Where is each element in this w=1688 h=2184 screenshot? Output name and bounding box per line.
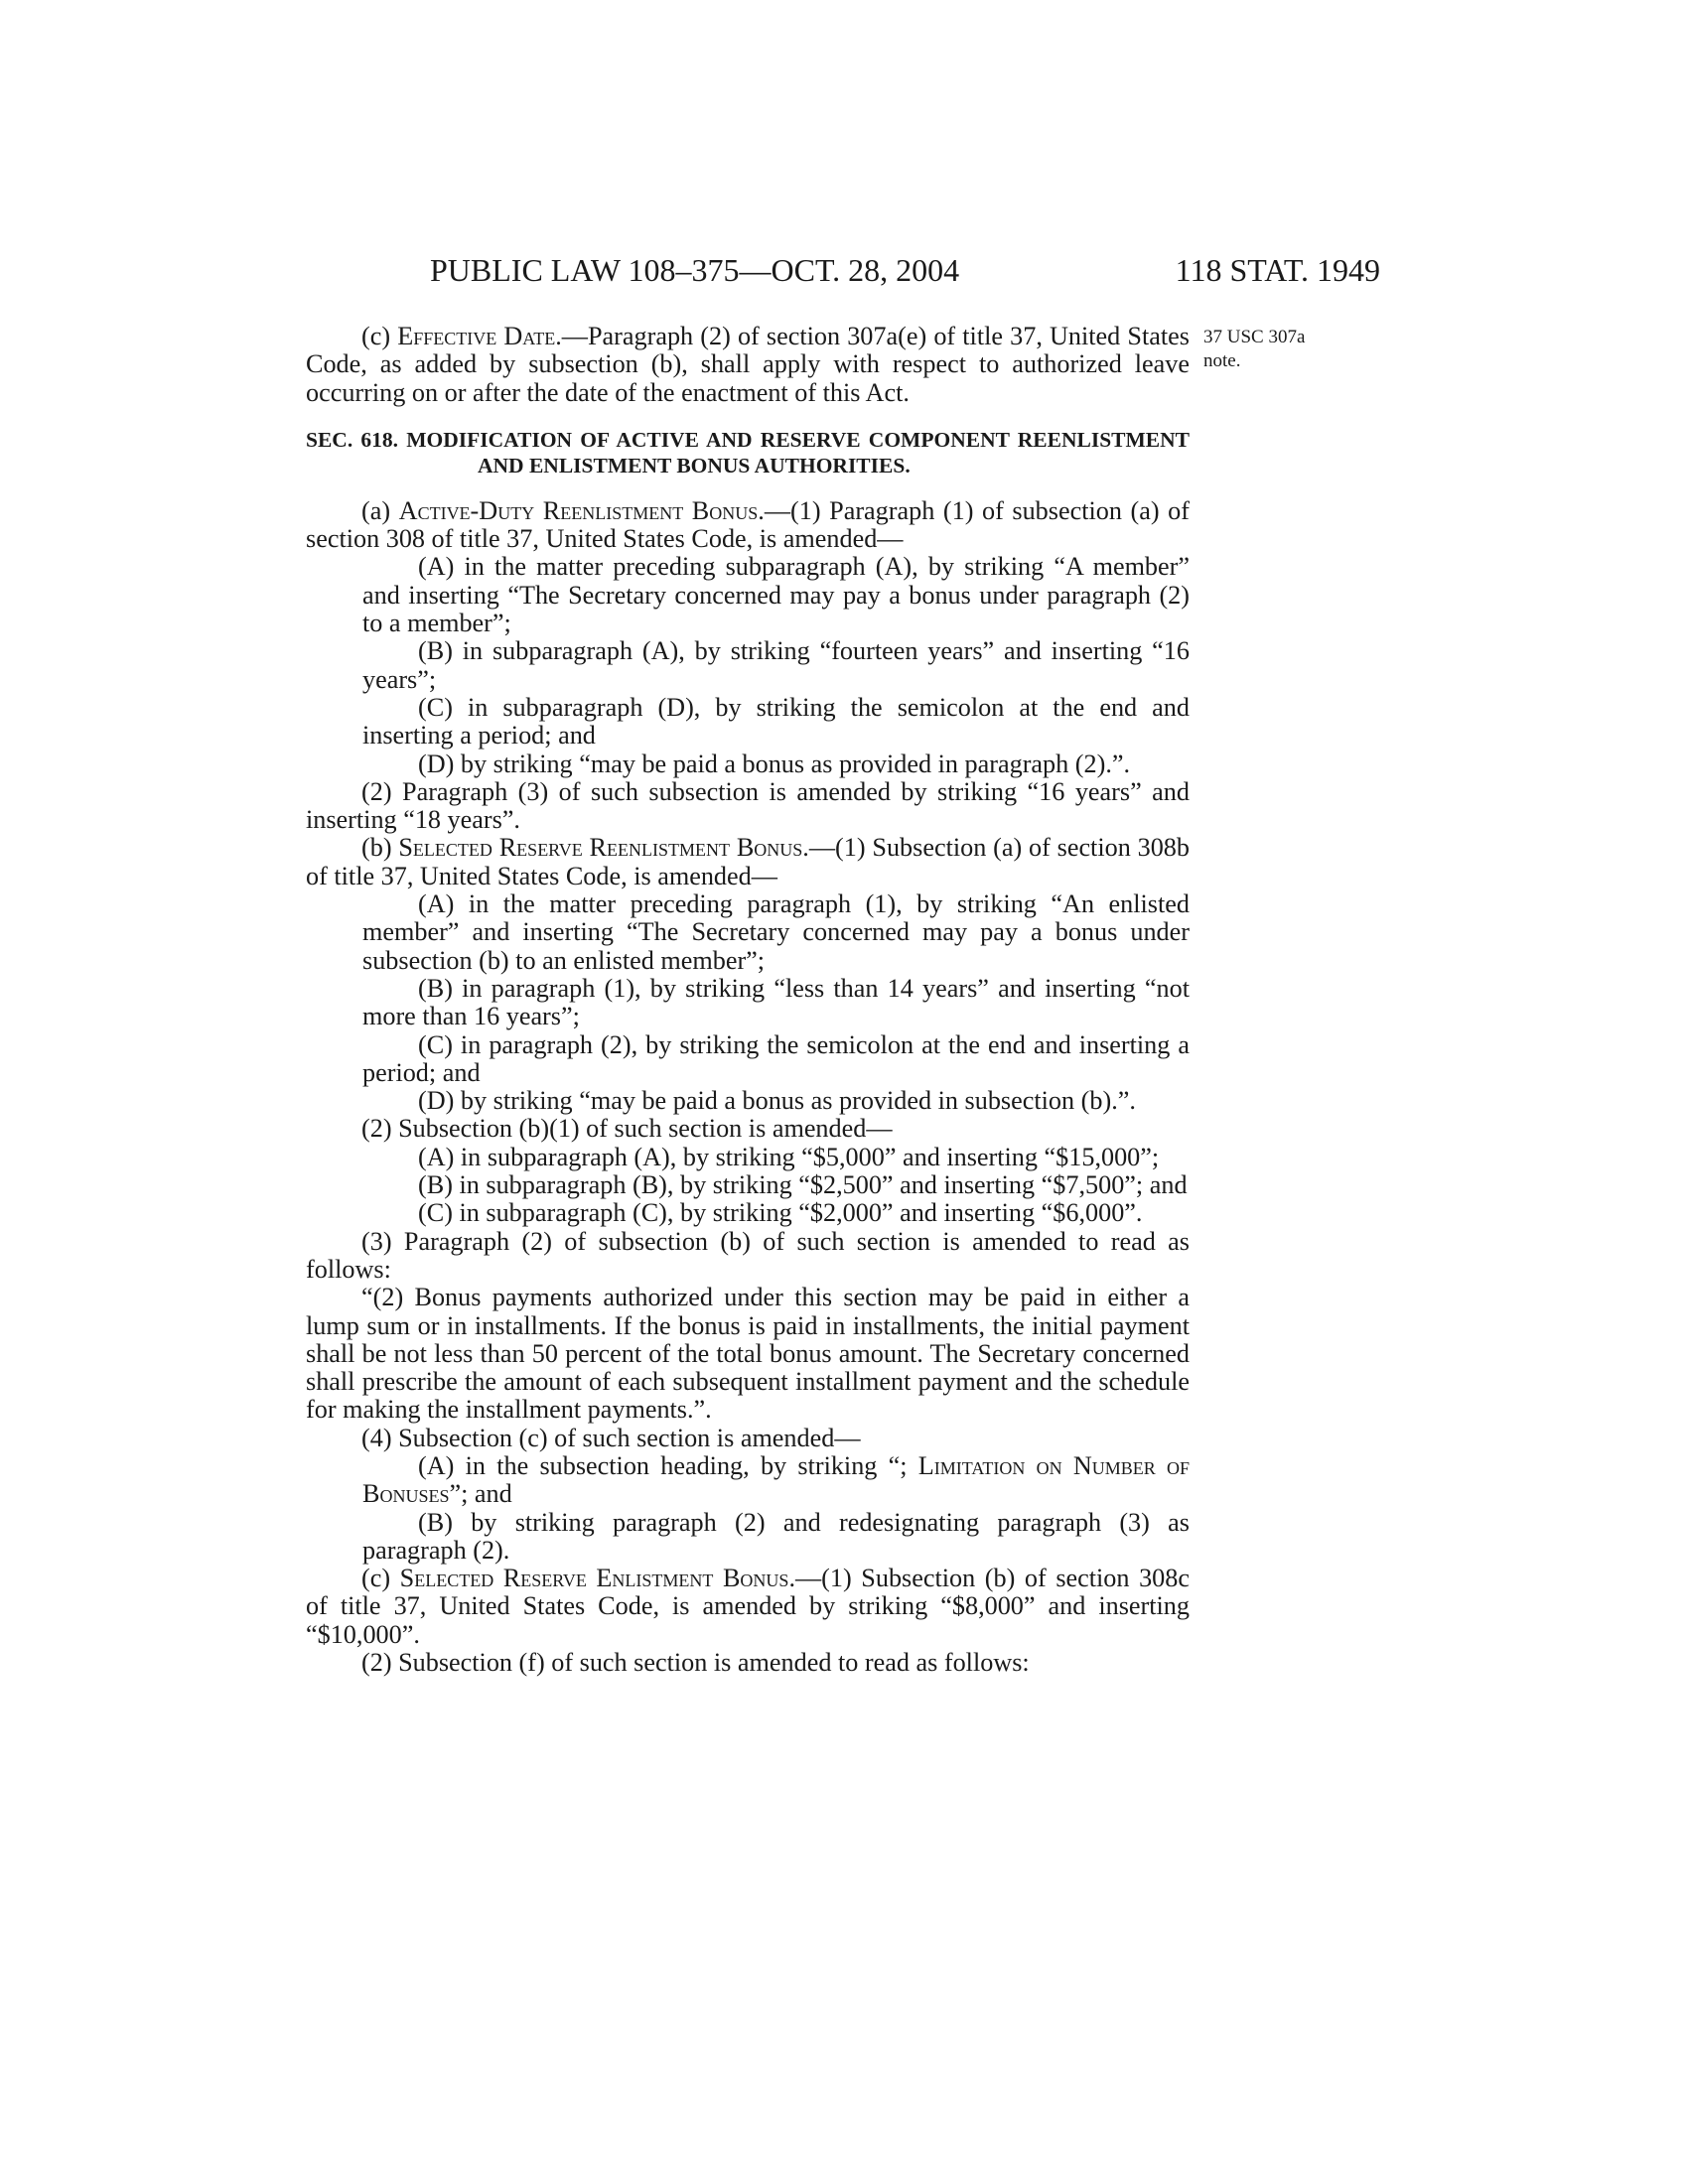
subsection-a-heading: Active-Duty Reenlistment Bonus [398,495,759,525]
subsection-b-1-D: (D) by striking “may be paid a bonus as provided in subsection (b).”. [418,1086,1136,1116]
subsection-b-4: (4) Subsection (c) of such section is amended— [361,1423,861,1452]
subsection-b-3-quoted-text: “(2) Bonus payments authorized under this section may be paid in either a lump sum or in installments. If the bonus is paid in installments, the initial payment shall be not less than 50 percent of the total bonus amount. The Secretary concerned shall prescribe the amount of each subsequent installment payment and the schedule for making the installment payments.”. [306,1283,1190,1425]
effective-date-heading: Effective Date [397,322,556,350]
subsection-a-1-D: (D) by striking “may be paid a bonus as provided in paragraph (2).”. [418,749,1131,778]
subsection-b-text: (1) Subsection (a) of section 308b of title 37, United States Code, is amended— [306,833,1190,890]
subsection-a-1-C: (C) in subparagraph (D), by striking the semicolon at the end and inserting a period; and [362,692,1190,751]
section-heading: SEC. 618. MODIFICATION OF ACTIVE AND RESERVE COMPONENT REENLISTMENT AND ENLISTMENT BONUS AUTHORITIES. [306,427,1190,478]
margin-note-line-1: 37 USC 307a [1203,327,1306,347]
margin-note-line-2: note. [1203,350,1241,371]
b4A-struck-heading: Limitation on Number of Bonuses [362,1450,1190,1509]
subsection-c-heading: Selected Reserve Enlistment Bonus [399,1564,789,1593]
subsection-b-2-C: (C) in subparagraph (C), by striking “$2,000” and inserting “$6,000”. [418,1198,1143,1228]
subsection-b-1-C: (C) in paragraph (2), by striking the semicolon at the end and inserting a period; and [362,1029,1190,1087]
subsection-b-2: (2) Subsection (b)(1) of such section is amended— [361,1114,893,1144]
margin-citation-note [1203,326,1372,373]
subsection-c-2: (2) Subsection (f) of such section is amended to read as follows: [361,1648,1030,1678]
subsection-b-4-B: (B) by striking paragraph (2) and redesignating paragraph (3) as paragraph (2). [362,1507,1190,1565]
subsection-b-1-A: (A) in the matter preceding paragraph (1), by striking “An enlisted member” and inserting “The Secretary concerned may pay a bonus under subsection (b) to an enlisted member”; [362,889,1190,975]
subsection-a-2: (2) Paragraph (3) of such subsection is amended by striking “16 years” and inserting “18 years”. [306,776,1190,835]
subsection-a-text: (1) Paragraph (1) of subsection (a) of section 308 of title 37, United States Code, is amended— [306,495,1190,554]
page-header [430,250,1380,290]
b4A-text-end: ”; and [449,1479,512,1509]
statute-text [306,323,1190,1677]
subsection-b-2-A: (A) in subparagraph (A), by striking “$5,000” and inserting “$15,000”; [418,1142,1160,1171]
statute-page-number: 118 STAT. 1949 [1175,252,1380,288]
subsection-a-1-A: (A) in the matter preceding subparagraph (A), by striking “A member” and inserting “The Secretary concerned may pay a bonus under paragraph (2) to a member”; [362,552,1190,638]
subsection-b-4-A [362,1452,1190,1509]
subsection-b-3: (3) Paragraph (2) of subsection (b) of such section is amended to read as follows: [306,1226,1190,1284]
subsection-b-2-B: (B) in subparagraph (B), by striking “$2,500” and inserting “$7,500”; and [418,1170,1188,1200]
subsection-c-effective-date: (c) Effective Date.—Paragraph (2) of section 307a(e) of title 37, United States Code, as added by subsection (b), shall apply with respect to authorized leave occurring on or after the date of the enactment of this Act. [306,322,1190,407]
subsection-a: (a) Active-Duty Reenlistment Bonus.—(1) Paragraph (1) of subsection (a) of section 308 of title 37, United States Code, is amended— [306,495,1190,554]
subsection-c: (c) Selected Reserve Enlistment Bonus.—(1) Subsection (b) of section 308c of title 37, United States Code, is amended by striking “$8,000” and inserting “$10,000”. [306,1564,1190,1649]
subsection-a-1-B: (B) in subparagraph (A), by striking “fourteen years” and inserting “16 years”; [362,636,1190,694]
subsection-b-1-B: (B) in paragraph (1), by striking “less than 14 years” and inserting “not more than 16 years”; [362,973,1190,1031]
subsection-b: (b) Selected Reserve Reenlistment Bonus.—(1) Subsection (a) of section 308b of title 37, United States Code, is amended— [306,833,1190,890]
b4A-text-start: (A) in the subsection heading, by striking “; [418,1450,918,1480]
subsection-b-heading: Selected Reserve Reenlistment Bonus [398,833,803,863]
effective-date-text: Paragraph (2) of section 307a(e) of title 37, United States Code, as added by subsection (b), shall apply with respect to authorized leave occurring on or after the date of the enactment of this Act. [306,322,1190,407]
running-head: PUBLIC LAW 108–375—OCT. 28, 2004 [430,252,960,288]
subsection-c-text: (1) Subsection (b) of section 308c of title 37, United States Code, is amended by striking “$8,000” and inserting “$10,000”. [306,1564,1190,1649]
